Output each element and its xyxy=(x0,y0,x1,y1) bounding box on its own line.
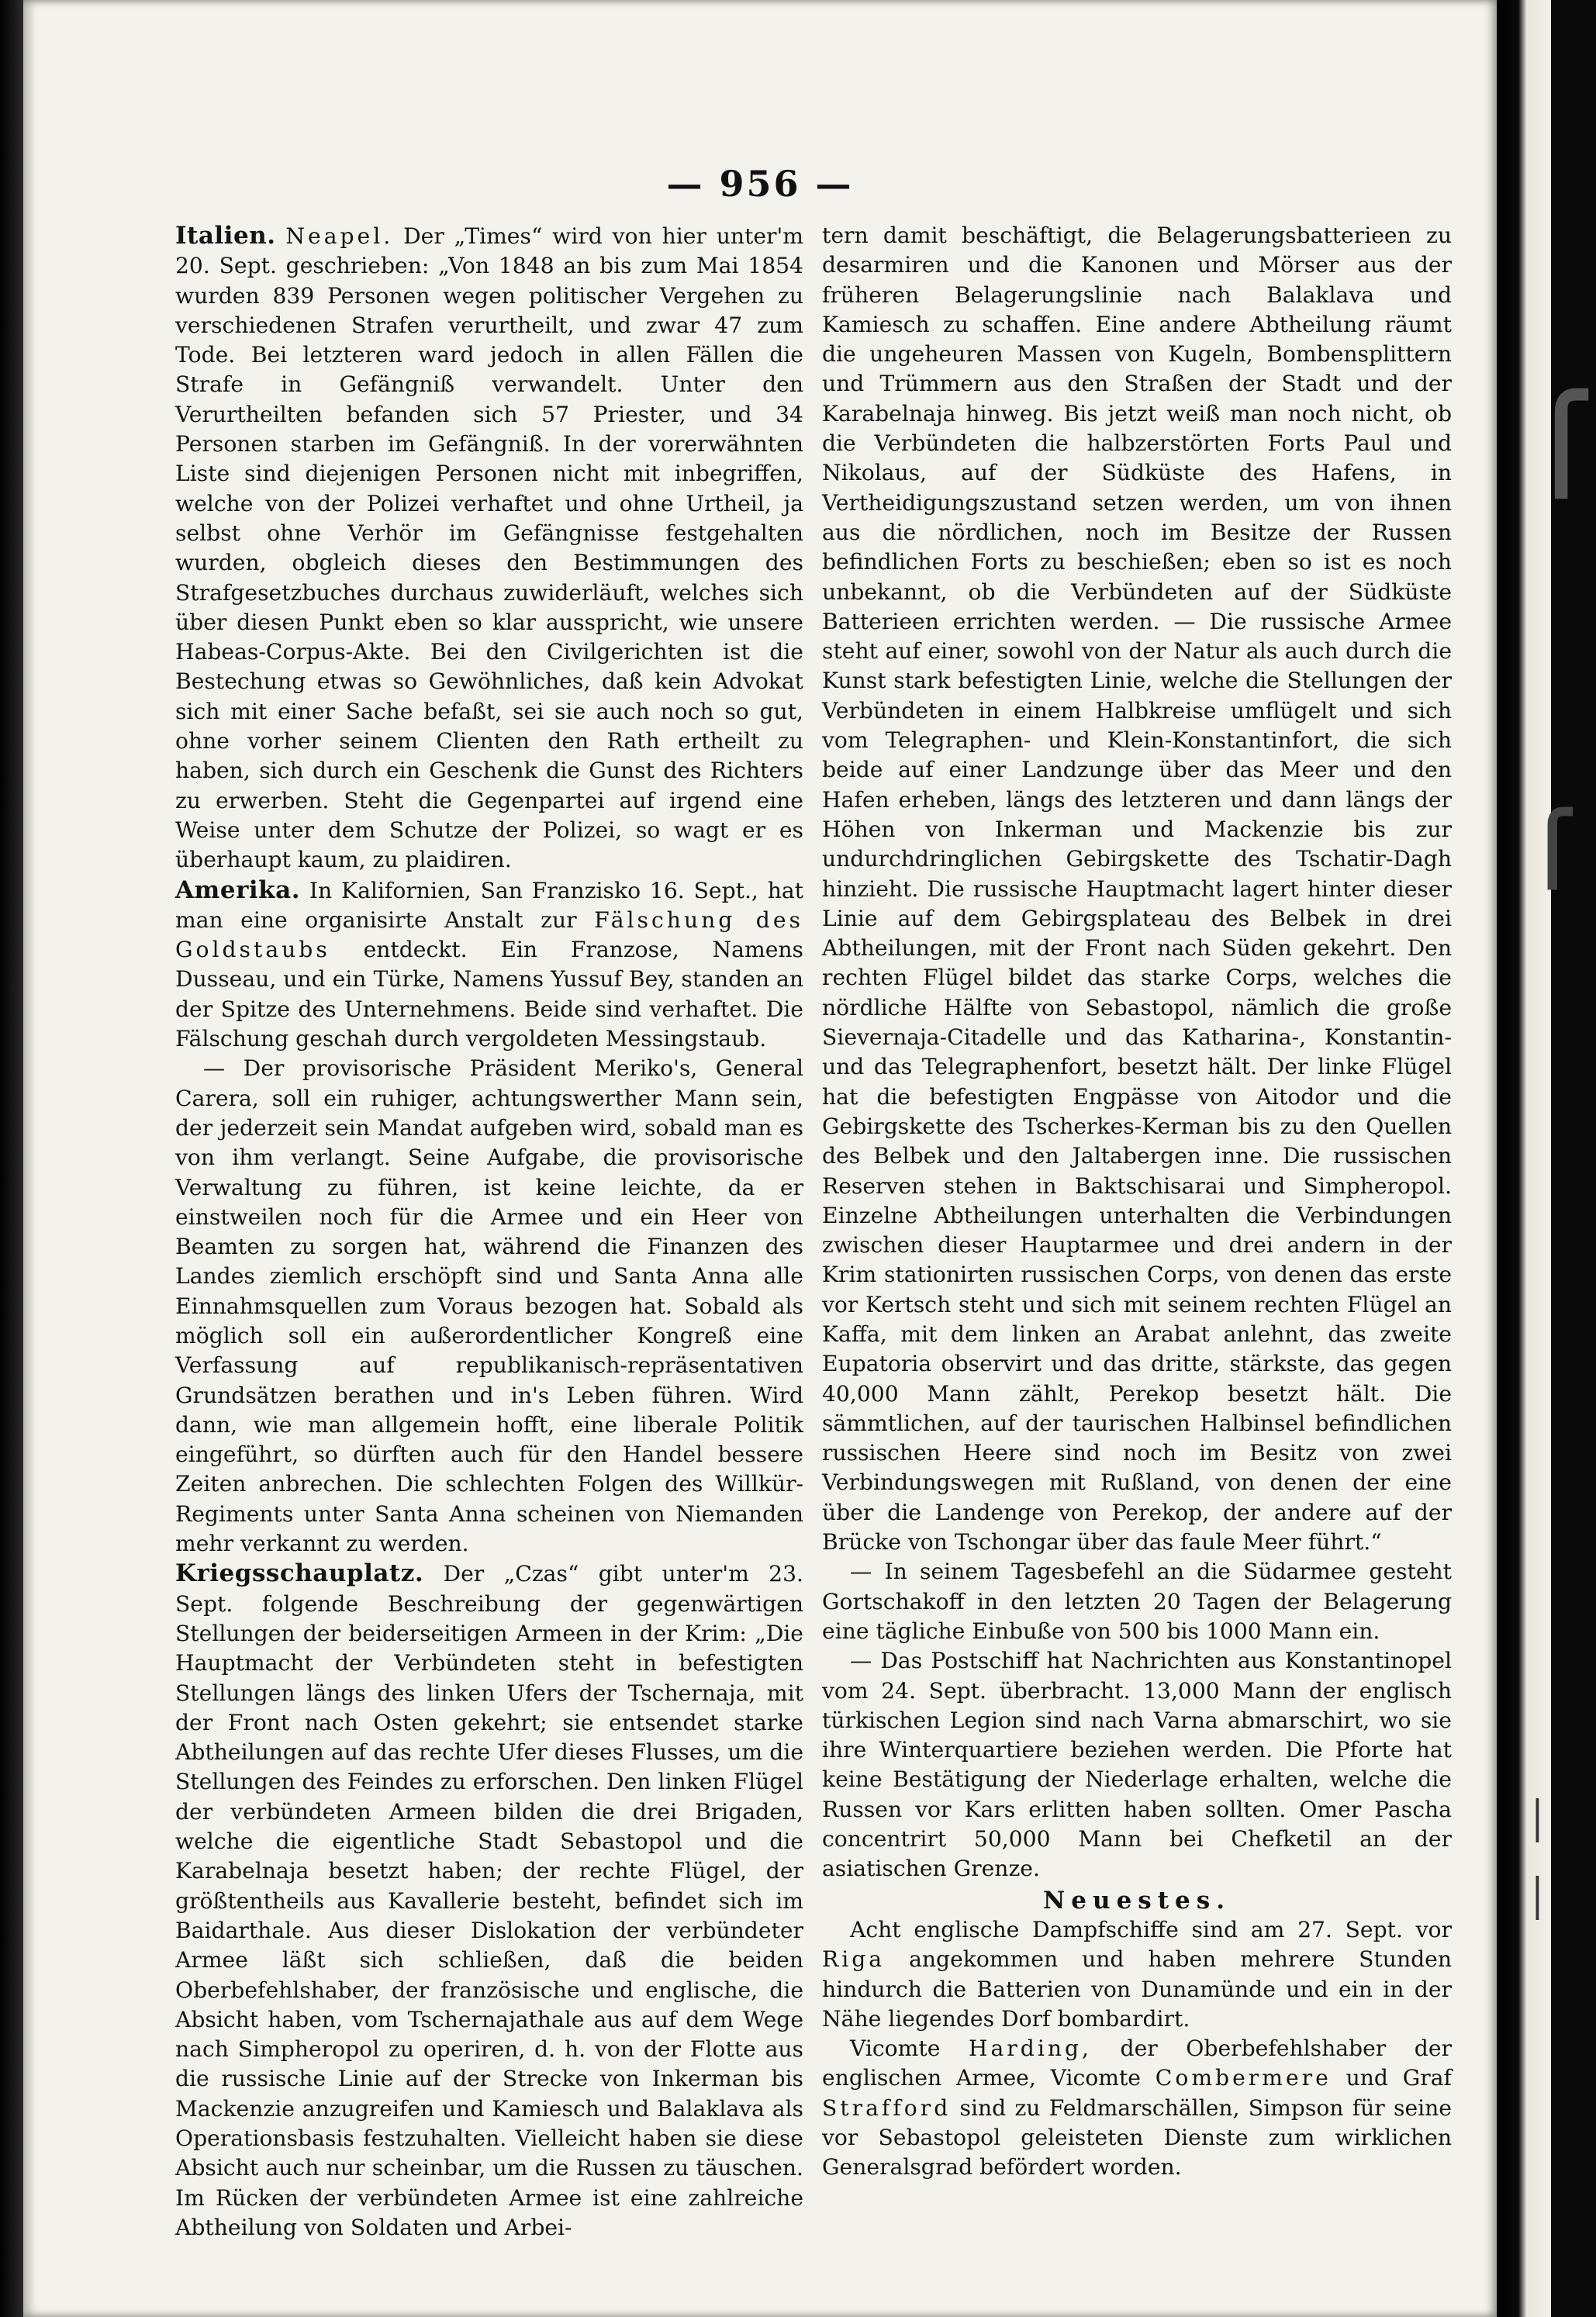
neuestes-name-harding: Harding, xyxy=(968,2036,1092,2062)
neuestes-name-strafford: Strafford xyxy=(822,2094,952,2121)
article-amerika xyxy=(175,875,803,1055)
heading-neuestes: Neuestes. xyxy=(1042,1886,1232,1915)
bleed-through-mark: │ xyxy=(1526,1877,1549,1920)
bleed-through-mark: │ xyxy=(1526,1799,1549,1842)
article-amerika-text-1: In Kalifornien, San Franzisko 16. Sept., hat man eine organisirte Anstalt zur xyxy=(175,877,803,933)
neuestes-promotions-text-c: und Graf xyxy=(1346,2065,1452,2091)
bleed-through-mark: ⎧ xyxy=(1526,388,1596,497)
neuestes-riga-name: Riga xyxy=(822,1946,886,1973)
article-italien xyxy=(175,221,803,875)
article-kriegsschauplatz xyxy=(175,1559,803,2243)
neuestes-name-combermere: Combermere xyxy=(1155,2065,1332,2091)
article-amerika-text-2: entdeckt. Ein Franzose, Namens Dusseau, und ein Türke, Namens Yussuf Bey, standen an der Spitze des Unternehmens. Beide sind verhaftet. Die Fälschung geschah durch vergoldeten Messingstaub. xyxy=(175,937,803,1052)
dateline-neapel: Neapel. xyxy=(285,223,394,249)
neuestes-promotions xyxy=(822,2034,1452,2182)
neuestes-riga-text-a: Acht englische Dampfschiffe sind am 27. Sept. vor xyxy=(850,1916,1452,1942)
right-column xyxy=(822,221,1452,2183)
article-amerika-president: — Der provisorische Präsident Meriko's, General Carera, soll ein ruhiger, achtungswerther Mann sein, der jederzeit sein Mandat aufgeben wird, sobald man es von ihm verlangt. Seine Aufgabe, die provisorische Verwaltung zu führen, ist keine leichte, da er einstweilen noch für die Armee und ein Heer von Beamten zu sorgen hat, während die Finanzen des Landes ziemlich erschöpft sind und Santa Anna alle Einnahmsquellen zum Voraus bezogen hat. Sobald als möglich soll ein außerordentlicher Kongreß eine Verfassung auf republikanisch-repräsentativen Grundsätzen berathen und in's Leben führen. Wird dann, wie man allgemein hofft, eine liberale Politik eingeführt, so dürften auch für den Handel bessere Zeiten anbrechen. Die schlechten Folgen des Willkür-Regiments unter Santa Anna scheinen von Niemanden mehr verkannt zu werden. xyxy=(175,1055,803,1557)
scan-left-edge xyxy=(0,0,23,2317)
bleed-through-mark: ⎧ xyxy=(1526,806,1579,889)
article-kriegsschauplatz-text: Der „Czas“ gibt unter'm 23. Sept. folgende Beschreibung der gegenwärtigen Stellungen der beiderseitigen Armeen in der Krim: „Die Hauptmacht der Verbündeten steht in befestigten Stellungen längs des linken Ufers der Tschernaja, mit der Front nach Osten gekehrt; sie entsendet starke Abtheilungen auf das rechte Ufer dieses Flusses, um die Stellungen des Feindes zu erforschen. Den linken Flügel der verbündeten Armeen bilden die drei Brigaden, welche die eigentliche Stadt Sebastopol und die Karabelnaja besetzt haben; der rechte Flügel, der größtentheils aus Kavallerie besteht, befindet sich im Baidarthale. Aus dieser Dislokation der verbündeter Armee läßt sich schließen, daß die beiden Oberbefehlshaber, der französische und englische, die Absicht haben, vom Tschernajathale aus auf dem Wege nach Simpheropol zu operiren, d. h. von der Flotte aus die russische Linie auf der Strecke von Inkerman bis Mackenzie anzugreifen und Kamiesch und Balaklava als Operationsbasis festzuhalten. Vielleicht haben sie diese Absicht auch nur scheinbar, um die Russen zu täuschen. Im Rücken der verbündeten Armee ist eine zahlreiche Abtheilung von Soldaten und Arbei- xyxy=(175,1561,803,2240)
heading-kriegsschauplatz: Kriegsschauplatz. xyxy=(175,1559,424,1588)
neuestes-promotions-text-d: sind zu Feldmarschällen, Simpson für seine vor Sebastopol geleisteten Dienste zum wirklichen Generalsgrad befördert worden. xyxy=(822,2094,1452,2181)
heading-italien: Italien. xyxy=(175,222,276,250)
article-kriegsschauplatz-continued: tern damit beschäftigt, die Belagerungsbatterieen zu desarmiren und die Kanonen und Mörser aus der früheren Belagerungslinie nach Balaklava und Kamiesch zu schaffen. Eine andere Abtheilung räumt die ungeheuren Massen von Kugeln, Bombensplittern und Trümmern aus den Straßen der Stadt und der Karabelnaja hinweg. Bis jetzt weiß man noch nicht, ob die Verbündeten die halbzerstörten Forts Paul und Nikolaus, auf der Südküste des Hafens, in Vertheidigungszustand setzen werden, um von ihnen aus die nördlichen, noch im Besitze der Russen befindlichen Forts zu beschießen; eben so ist es noch unbekannt, ob die Verbündeten auf der Südküste Batterieen errichten werden. — Die russische Armee steht auf einer, sowohl von der Natur als auch durch die Kunst stark befestigten Linie, welche die Stellungen der Verbündeten in einem Halbkreise umflügelt und sich vom Telegraphen- und Klein-Konstantinfort, die sich beide auf einer Landzunge über das Meer und den Hafen erheben, längs des letzteren und dann längs der Höhen von Inkerman und Mackenzie bis zur undurchdringlichen Gebirgskette des Tschatir-Dagh hinzieht. Die russische Hauptmacht lagert hinter dieser Linie auf dem Gebirgsplateau des Belbek in drei Abtheilungen, mit der Front nach Süden gekehrt. Den rechten Flügel bildet das starke Corps, welches die nördliche Hälfte von Sebastopol, nämlich die große Sievernaja-Citadelle und das Katharina-, Konstantin- und das Telegraphenfort, besetzt hält. Der linke Flügel hat die befestigten Engpässe von Aitodor und die Gebirgskette des Tscherkes-Kerman bis zu den Quellen des Belbek und den Jaltabergen inne. Die russischen Reserven stehen in Baktschisarai und Simpheropol. Einzelne Abtheilungen unterhalten die Verbindungen zwischen dieser Hauptarmee und drei andern in der Krim stationirten russischen Corps, von denen das erste vor Kertsch steht und sich mit seinem rechten Flügel an Kaffa, mit dem linken an Arabat anlehnt, das zweite Eupatoria observirt und das dritte, stärkste, das gegen 40,000 Mann zählt, Perekop besetzt hält. Die sämmtlichen, auf der taurischen Halbinsel befindlichen russischen Heere sind noch im Besitz von zwei Verbindungswegen mit Rußland, von denen der eine über die Landenge von Perekop, der andere auf der Brücke von Tschongar über das faule Meer führt.“ xyxy=(822,223,1452,1556)
article-tagesbefehl: — In seinem Tagesbefehl an die Südarmee gesteht Gortschakoff in den letzten 20 Tagen der Belagerung eine tägliche Einbuße von 500 bis 1000 Mann ein. xyxy=(822,1559,1452,1644)
left-column xyxy=(175,221,803,2243)
page-number: — 956 — xyxy=(666,163,854,205)
section-neuestes xyxy=(822,1886,1452,2183)
neuestes-promotions-text-a: Vicomte xyxy=(850,2036,941,2062)
article-postschiff: — Das Postschiff hat Nachrichten aus Konstantinopel vom 24. Sept. überbracht. 13,000 Mann der englisch türkischen Legion sind nach Varna abmarschirt, wo sie ihre Winterquartiere beziehen werden. Die Pforte hat keine Bestätigung der Niederlage erhalten, welche die Russen vor Kars erlitten haben sollten. Omer Pascha concentrirt 50,000 Mann bei Chefketil an der asiatischen Grenze. xyxy=(822,1648,1452,1882)
article-amerika-spaced-phrase: Fälschung des Goldstaubs xyxy=(175,906,803,963)
scan-right-edge xyxy=(1497,0,1551,2317)
neuestes-riga xyxy=(822,1915,1452,2034)
neuestes-promotions-text-b: der Oberbefehlshaber der englischen Armee, Vicomte xyxy=(822,2036,1452,2091)
article-italien-text: Der „Times“ wird von hier unter'm 20. Sept. geschrieben: „Von 1848 an bis zum Mai 1854 wurden 839 Personen wegen politischer Vergehen zu verschiedenen Strafen verurtheilt, und zwar 47 zum Tode. Bei letzteren ward jedoch in allen Fällen die Strafe in Gefängniß verwandelt. Unter den Verurtheilten befanden sich 57 Priester, und 34 Personen starben im Gefängniß. In der vorerwähnten Liste sind diejenigen Personen nicht mit inbegriffen, welche von der Polizei verhaftet und ohne Urtheil, ja selbst ohne Verhör im Gefängnisse festgehalten wurden, obgleich dieses den Bestimmungen des Strafgesetzbuches durchaus zuwiderläuft, welches sich über diesen Punkt eben so klar ausspricht, wie unsere Habeas-Corpus-Akte. Bei den Civilgerichten ist die Bestechung etwas so Gewöhnliches, daß kein Advokat sich mit einer Sache befaßt, sei sie auch noch so gut, ohne vorher seinem Clienten den Rath ertheilt zu haben, sich durch ein Geschenk die Gunst des Richters zu erwerben. Steht die Gegenpartei auf irgend eine Weise unter dem Schutze der Polizei, so wagt er es überhaupt kaum, zu plaidiren. xyxy=(175,223,803,873)
newspaper-page xyxy=(23,0,1497,2317)
heading-amerika: Amerika. xyxy=(175,875,301,904)
neuestes-riga-text-b: angekommen und haben mehrere Stunden hindurch die Batterien von Dunamünde und ein in der Nähe liegendes Dorf bombardirt. xyxy=(822,1946,1452,2032)
